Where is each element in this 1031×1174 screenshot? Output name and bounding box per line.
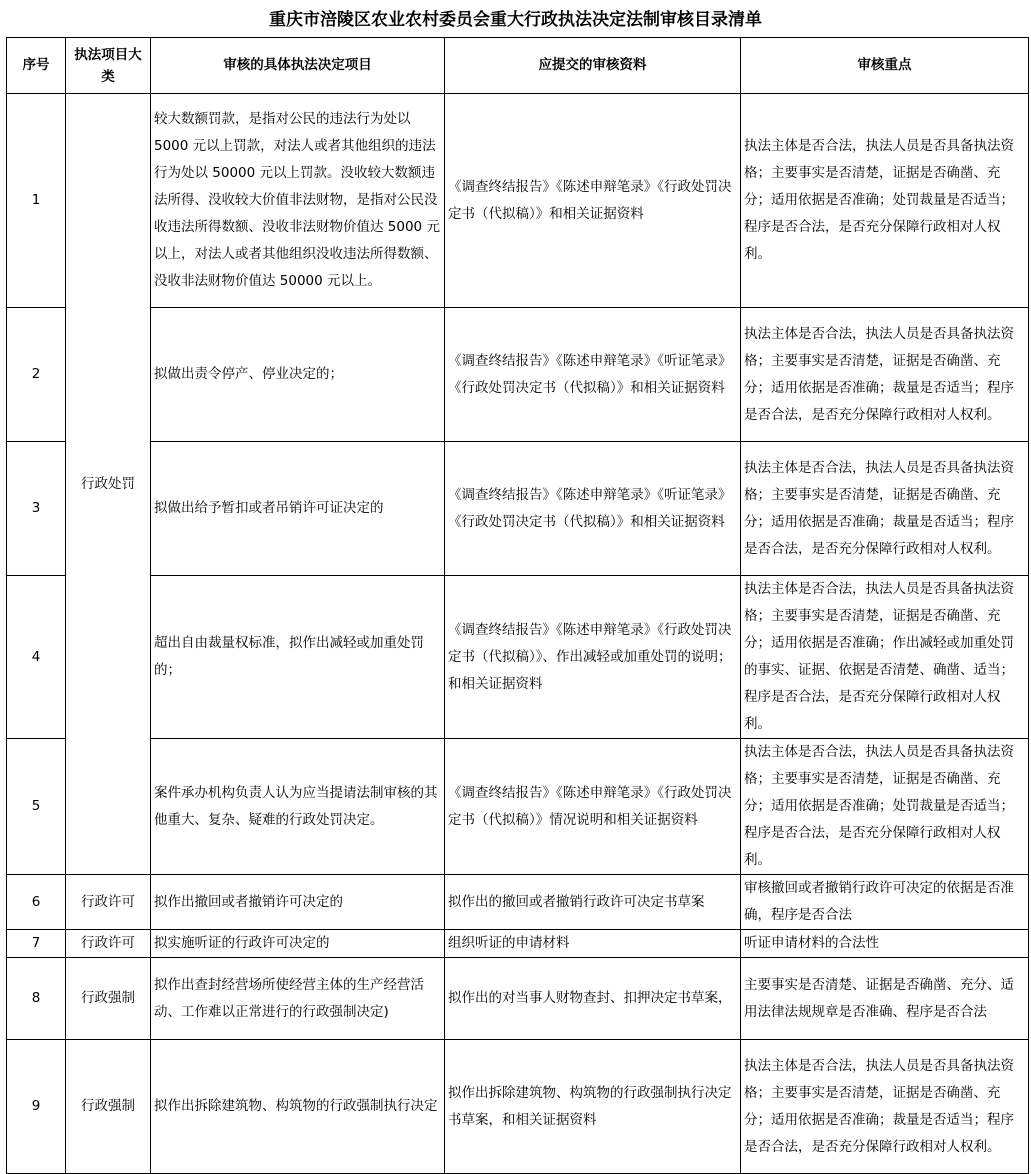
table-row bbox=[7, 739, 1029, 875]
row-focus: 执法主体是否合法，执法人员是否具备执法资格；主要事实是否清楚，证据是否确凿、充分；适用依据是否准确；裁量是否适当；程序是否合法，是否充分保障行政相对人权利。 bbox=[741, 308, 1029, 442]
row-item: 较大数额罚款，是指对公民的违法行为处以 5000 元以上罚款，对法人或者其他组织的违法行为处以 50000 元以上罚款。没收较大数额违法所得、没收较大价值非法财物，是指对公民没收违法所得数额、没收非法财物价值达 5000 元以上，对法人或者其他组织没收违法所得数额、没收非法财物价值达 50000 元以上。 bbox=[151, 94, 445, 308]
row-focus: 执法主体是否合法，执法人员是否具备执法资格；主要事实是否清楚，证据是否确凿、充分；适用依据是否准确；作出减轻或加重处罚的事实、证据、依据是否清楚、确凿、适当；程序是否合法，是否充分保障行政相对人权利。 bbox=[741, 576, 1029, 739]
row-materials: 《调查终结报告》《陈述申辩笔录》《行政处罚决定书（代拟稿）》情况说明和相关证据资料 bbox=[445, 739, 741, 875]
row-category: 行政强制 bbox=[66, 958, 151, 1040]
header-item: 审核的具体执法决定项目 bbox=[151, 38, 445, 94]
header-row bbox=[7, 38, 1029, 94]
row-materials: 《调查终结报告》《陈述申辩笔录》《听证笔录》《行政处罚决定书（代拟稿）》和相关证据资料 bbox=[445, 442, 741, 576]
header-no: 序号 bbox=[7, 38, 66, 94]
row-item: 拟做出责令停产、停业决定的； bbox=[151, 308, 445, 442]
row-focus: 审核撤回或者撤销行政许可决定的依据是否准确，程序是否合法 bbox=[741, 875, 1029, 930]
row-item: 拟作出撤回或者撤销许可决定的 bbox=[151, 875, 445, 930]
header-focus: 审核重点 bbox=[741, 38, 1029, 94]
page-title: 重庆市涪陵区农业农村委员会重大行政执法决定法制审核目录清单 bbox=[269, 10, 762, 30]
row-no: 8 bbox=[7, 958, 66, 1040]
row-item: 案件承办机构负责人认为应当提请法制审核的其他重大、复杂、疑难的行政处罚决定。 bbox=[151, 739, 445, 875]
table-row bbox=[7, 94, 1029, 308]
table-row bbox=[7, 958, 1029, 1040]
row-focus: 听证申请材料的合法性 bbox=[741, 930, 1029, 958]
row-materials: 拟作出拆除建筑物、构筑物的行政强制执行决定书草案，和相关证据资料 bbox=[445, 1040, 741, 1174]
row-item: 超出自由裁量权标准，拟作出减轻或加重处罚的； bbox=[151, 576, 445, 739]
row-materials: 《调查终结报告》《陈述申辩笔录》《行政处罚决定书（代拟稿）》、作出减轻或加重处罚的说明；和相关证据资料 bbox=[445, 576, 741, 739]
row-item: 拟做出给予暂扣或者吊销许可证决定的 bbox=[151, 442, 445, 576]
row-materials: 拟作出的对当事人财物查封、扣押决定书草案， bbox=[445, 958, 741, 1040]
table-row bbox=[7, 576, 1029, 739]
row-focus: 执法主体是否合法，执法人员是否具备执法资格；主要事实是否清楚，证据是否确凿、充分；适用依据是否准确；处罚裁量是否适当；程序是否合法，是否充分保障行政相对人权利。 bbox=[741, 94, 1029, 308]
row-category: 行政强制 bbox=[66, 1040, 151, 1174]
row-no: 7 bbox=[7, 930, 66, 958]
row-item: 拟实施听证的行政许可决定的 bbox=[151, 930, 445, 958]
row-item: 拟作出查封经营场所使经营主体的生产经营活动、工作难以正常进行的行政强制决定) bbox=[151, 958, 445, 1040]
row-category: 行政许可 bbox=[66, 875, 151, 930]
audit-catalog-table bbox=[6, 37, 1029, 1174]
row-no: 5 bbox=[7, 739, 66, 875]
table-row bbox=[7, 442, 1029, 576]
table-row bbox=[7, 1040, 1029, 1174]
row-focus: 执法主体是否合法，执法人员是否具备执法资格；主要事实是否清楚，证据是否确凿、充分；适用依据是否准确；裁量是否适当；程序是否合法，是否充分保障行政相对人权利。 bbox=[741, 1040, 1029, 1174]
row-focus: 主要事实是否清楚、证据是否确凿、充分、适用法律法规规章是否准确、程序是否合法 bbox=[741, 958, 1029, 1040]
row-no: 1 bbox=[7, 94, 66, 308]
table-row bbox=[7, 930, 1029, 958]
header-materials: 应提交的审核资料 bbox=[445, 38, 741, 94]
row-focus: 执法主体是否合法，执法人员是否具备执法资格；主要事实是否清楚，证据是否确凿、充分；适用依据是否准确；裁量是否适当；程序是否合法，是否充分保障行政相对人权利。 bbox=[741, 442, 1029, 576]
row-item: 拟作出拆除建筑物、构筑物的行政强制执行决定 bbox=[151, 1040, 445, 1174]
row-no: 4 bbox=[7, 576, 66, 739]
row-no: 6 bbox=[7, 875, 66, 930]
row-no: 3 bbox=[7, 442, 66, 576]
row-category: 行政许可 bbox=[66, 930, 151, 958]
table-row bbox=[7, 875, 1029, 930]
row-no: 9 bbox=[7, 1040, 66, 1174]
row-materials: 组织听证的申请材料 bbox=[445, 930, 741, 958]
row-no: 2 bbox=[7, 308, 66, 442]
header-category: 执法项目大类 bbox=[66, 38, 151, 94]
table-row bbox=[7, 308, 1029, 442]
row-materials: 拟作出的撤回或者撤销行政许可决定书草案 bbox=[445, 875, 741, 930]
row-focus: 执法主体是否合法，执法人员是否具备执法资格；主要事实是否清楚，证据是否确凿、充分；适用依据是否准确；处罚裁量是否适当；程序是否合法，是否充分保障行政相对人权利。 bbox=[741, 739, 1029, 875]
row-materials: 《调查终结报告》《陈述申辩笔录》《听证笔录》《行政处罚决定书（代拟稿）》和相关证据资料 bbox=[445, 308, 741, 442]
row-materials: 《调查终结报告》《陈述申辩笔录》《行政处罚决定书（代拟稿）》和相关证据资料 bbox=[445, 94, 741, 308]
row-category: 行政处罚 bbox=[66, 94, 151, 875]
